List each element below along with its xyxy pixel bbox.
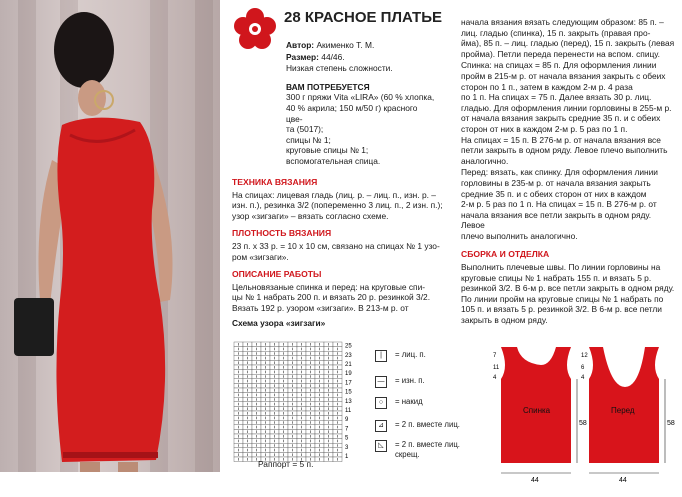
front-line: средние 35 п. и с обеих сторон от них в каждом [461,188,647,199]
chart-row-number: 1 [345,454,349,460]
front-width: 44 [619,477,627,484]
materials-line: та (5017); [286,124,324,135]
continuation-line: пройма). Петли переда перенести на вспом. спицу. [461,48,660,59]
back-line: по 1 п. На спицах = 75 п. Далее вязать 30 р. лиц. [461,92,652,103]
back-line: сторон от них в каждом 2-м р. 5 раз по 1 п. [461,123,628,134]
materials-heading: ВАМ ПОТРЕБУЕТСЯ [286,81,370,92]
technique-text [232,190,450,222]
back-line: петли закрыть в одном ряду. Левое плечо выполнить [461,145,668,156]
back-label: Спинка [523,406,551,415]
front-label: Перед [611,406,635,415]
front-dim-3: 4 [581,375,585,381]
legend-item [375,440,467,459]
description-line: Вязать 192 р. узором «зигзаги». В 213-м р. от [232,302,409,313]
chart-row-number: 11 [345,408,352,414]
back-line: пройм в 215-м р. от начала вязания закрыть с обеих [461,70,666,81]
legend-text: = накид [395,397,423,406]
assembly-heading: СБОРКА И ОТДЕЛКА [461,249,550,260]
description-line: цы № 1 набрать 200 п. и вязать 20 р. резинкой 3/2. [232,292,431,303]
left-column [232,170,450,328]
front-line: 2-м р. 5 раз по 1 п. На спицах = 15 п. В 276-м р. от [461,199,657,210]
chart-row-number: 9 [345,417,349,424]
front-line: горловины в 235-м р. от начала вязания закрыть [461,177,651,188]
chart-caption: Схема узора «зигзаги» [232,317,326,328]
chart-row-number: 13 [345,398,352,405]
knitting-chart [232,340,372,470]
chart-row-number: 5 [345,435,349,442]
back-piece [501,347,571,463]
front-line: начала вязания все петли закрыть в одном ряду. Левое [461,209,652,231]
legend-symbol-icon: ○ [375,397,387,409]
flower-logo-icon [232,6,278,52]
back-line: сторон по 1 п., затем в каждом 2-м р. 4 раза [461,81,633,92]
chart-row-number: 15 [345,389,352,396]
back-width: 44 [531,477,539,484]
assembly-line: закрыть в одном ряду. [461,315,548,326]
legend-text: = 2 п. вместе лиц. скрещ. [395,440,460,459]
legend-item [375,376,467,388]
legend-item [375,350,467,362]
legend-text: = лиц. п. [395,350,426,359]
chart-row-number: 17 [345,380,352,387]
front-dim-1: 12 [581,353,588,359]
chart-row-number: 7 [345,426,349,433]
description-line: Цельновязаные спинка и перед: на круговые спи- [232,281,426,292]
density-text [232,241,450,262]
front-dim-2: 6 [581,365,585,371]
technique-line: узор «зигзаги» – вязать согласно схеме. [232,210,389,221]
legend-symbol-icon: — [375,376,387,388]
assembly-line: 105 п. и вязать 5 р. резинкой 3/2. В 6-м р. все петли [461,304,662,315]
back-height: 58 [579,420,587,427]
materials-line: круговые спицы № 1; [286,145,369,156]
back-dim-2: 11 [493,365,500,371]
back-dim-3: 4 [493,375,497,381]
repeat-label: Раппорт = 5 п. [258,459,314,469]
legend-symbol-icon: ⊿ [375,420,387,432]
right-column [461,17,676,326]
pattern-diagram [493,343,673,483]
front-height: 58 [667,420,675,427]
assembly-line: Выполнить плечевые швы. По линии горловины на [461,262,661,273]
density-line: 23 п. х 33 р. = 10 х 10 см, связано на спицах № 1 узо- [232,240,440,251]
materials-list [286,92,436,166]
back-dim-1: 7 [493,353,497,359]
materials-line: 40 % акрила; 150 м/50 г) красного цве- [286,102,418,124]
back-line: гладью. Для оформления линии горловины в 255-м р. [461,102,672,113]
description-heading: ОПИСАНИЕ РАБОТЫ [232,269,322,280]
back-text [461,60,676,166]
page-title: 28 КРАСНОЕ ПЛАТЬЕ [284,9,443,26]
front-piece [589,347,659,463]
legend-text: = 2 п. вместе лиц. [395,420,460,429]
materials-line: 300 г пряжи Vita «LIRA» (60 % хлопка, [286,92,435,103]
chart-row-number: 21 [345,362,352,368]
technique-line: изн. п.), резинка 3/2 (попеременно 3 лиц. п., 2 изн. п.); [232,200,443,211]
assembly-text [461,262,676,326]
density-heading: ПЛОТНОСТЬ ВЯЗАНИЯ [232,228,332,239]
assembly-line: резинкой 3/2. В 6-м р. все петли закрыть в одном ряду. [461,283,675,294]
back-line: от начала вязания закрыть средние 35 п. и с обеих [461,113,661,124]
back-line: На спицах = 15 п. В 276-м р. от начала вязания все [461,134,661,145]
materials-line: спицы № 1; [286,134,331,145]
technique-heading: ТЕХНИКА ВЯЗАНИЯ [232,177,318,187]
continuation-line: лиц. гладью (спинка), 15 п. закрыть (правая про- [461,27,651,38]
legend-symbol-icon: ◺ [375,440,387,452]
front-text [461,167,676,241]
back-line: аналогично. [461,155,509,166]
density-line: ром «зигзаги». [232,251,289,262]
legend-item [375,420,467,432]
chart-row-number: 25 [345,343,352,350]
meta-block: Автор: Акименко Т. М. Размер: 44/46. Низкая степень сложности. ВАМ ПОТРЕБУЕТСЯ 300 г пряжи Vita «LIRA» (60 % хлопка, 40 % акрила; 150 м/50 г) красного цве- та (5017); спицы № 1; круговые спицы № 1; вспомогательная спица. [286,40,435,166]
legend-symbol-icon: | [375,350,387,362]
continuation-line: начала вязания вязать следующим образом: 85 п. – [461,17,664,27]
description-text [232,282,450,314]
legend-item [375,397,467,409]
chart-row-number: 23 [345,352,352,359]
front-line: плечо выполнить аналогично. [461,230,578,241]
continuation-line: йма), 85 п. – лиц. гладью (перед), 15 п. закрыть (левая [461,38,675,49]
chart-row-number: 3 [345,444,349,451]
materials-line: вспомогательная спица. [286,155,381,166]
continuation-text [461,17,676,59]
back-line: Спинка: на спицах = 85 п. Для оформления линии [461,60,657,71]
chart-row-number: 19 [345,371,352,378]
assembly-line: круговые спицы № 1 набрать 155 п. и вязать 5 р. [461,272,652,283]
legend-text: = изн. п. [395,376,425,385]
technique-line: На спицах: лицевая гладь (лиц. р. – лиц. п., изн. р. – [232,189,436,200]
assembly-line: По линии пройм на круговые спицы № 1 набрать по [461,293,664,304]
front-line: Перед: вязать, как спинку. Для оформления линии [461,167,658,178]
model-photo [0,0,220,472]
